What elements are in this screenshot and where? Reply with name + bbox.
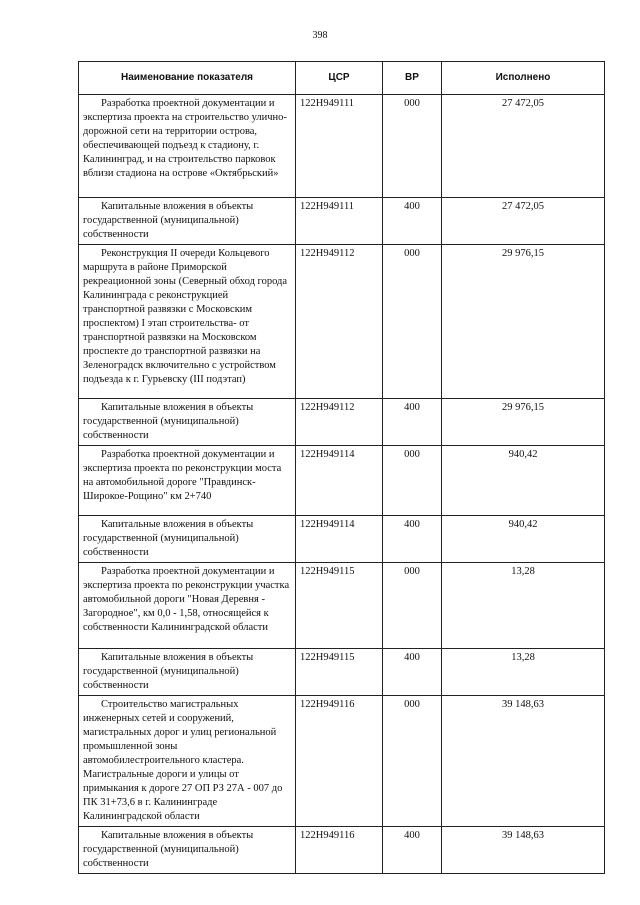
row-csr: 122H949112: [296, 245, 383, 399]
table-row: [79, 95, 605, 198]
row-name: Капитальные вложения в объекты государственной (муниципальной) собственности: [79, 198, 296, 245]
row-csr: 122H949116: [296, 827, 383, 874]
table-row: [79, 516, 605, 563]
row-name: Разработка проектной документации и экспертиза проекта по реконструкции участка автомобильной дороги "Новая Деревня - Загородное", км 0,0 - 1,58, относящейся к собственности Калининградской области: [79, 563, 296, 649]
header-executed: Исполнено: [442, 62, 605, 95]
header-vr: ВР: [383, 62, 442, 95]
row-name: Разработка проектной документации и экспертиза проекта по реконструкции моста на автомобильной дороге "Правдинск-Широкое-Рощино" км 2+740: [79, 446, 296, 516]
row-name: Разработка проектной документации и экспертиза проекта на строительство улично-дорожной сети на территории острова, обеспечивающей подъезд к стадиону, г. Калининград, и на строительство парковок вблизи стадиона на острове «Октябрьский»: [79, 95, 296, 198]
row-vr: 000: [383, 95, 442, 198]
row-amount: 29 976,15: [442, 245, 605, 399]
row-vr: 000: [383, 245, 442, 399]
row-csr: 122H949111: [296, 198, 383, 245]
row-csr: 122H949111: [296, 95, 383, 198]
row-csr: 122H949115: [296, 649, 383, 696]
table-row: [79, 649, 605, 696]
row-amount: 29 976,15: [442, 399, 605, 446]
table-row: [79, 198, 605, 245]
row-amount: 39 148,63: [442, 696, 605, 827]
row-vr: 400: [383, 516, 442, 563]
row-amount: 27 472,05: [442, 198, 605, 245]
row-name: Капитальные вложения в объекты государственной (муниципальной) собственности: [79, 827, 296, 874]
table-row: [79, 696, 605, 827]
row-amount: 13,28: [442, 563, 605, 649]
row-vr: 000: [383, 696, 442, 827]
row-name: Капитальные вложения в объекты государственной (муниципальной) собственности: [79, 399, 296, 446]
table-row: [79, 563, 605, 649]
row-vr: 400: [383, 399, 442, 446]
table-row: [79, 245, 605, 399]
row-name: Капитальные вложения в объекты государственной (муниципальной) собственности: [79, 649, 296, 696]
row-amount: 940,42: [442, 516, 605, 563]
header-indicator-name: Наименование показателя: [79, 62, 296, 95]
row-vr: 400: [383, 198, 442, 245]
row-name: Реконструкция II очереди Кольцевого маршрута в районе Приморской рекреационной зоны (Северный обход города Калининграда с реконструкцией транспортной развязки с Московским проспектом) I этап строительства- от транспортной развязки на Московском проспекте до транспортной развязки на Зеленоградск включительно с устройством подъезда к г. Гурьевску (III подэтап): [79, 245, 296, 399]
row-csr: 122H949116: [296, 696, 383, 827]
row-vr: 000: [383, 563, 442, 649]
row-name: Строительство магистральных инженерных сетей и сооружений, магистральных дорог и улиц региональной промышленной зоны автомобилестроительного кластера. Магистральные дороги и улицы от примыкания к дороге 27 ОП РЗ 27А - 007 до ПК 31+73,6 в г. Калининграде Калининградской области: [79, 696, 296, 827]
row-vr: 400: [383, 827, 442, 874]
header-csr: ЦСР: [296, 62, 383, 95]
row-csr: 122H949114: [296, 446, 383, 516]
row-vr: 000: [383, 446, 442, 516]
table-row: [79, 446, 605, 516]
row-csr: 122H949114: [296, 516, 383, 563]
row-csr: 122H949112: [296, 399, 383, 446]
table-header-row: [79, 62, 605, 95]
row-amount: 39 148,63: [442, 827, 605, 874]
row-amount: 27 472,05: [442, 95, 605, 198]
expenditure-table: [78, 61, 605, 874]
table-row: [79, 827, 605, 874]
table-row: [79, 399, 605, 446]
page-number: 398: [312, 30, 328, 41]
row-vr: 400: [383, 649, 442, 696]
row-amount: 940,42: [442, 446, 605, 516]
row-csr: 122H949115: [296, 563, 383, 649]
row-amount: 13,28: [442, 649, 605, 696]
row-name: Капитальные вложения в объекты государственной (муниципальной) собственности: [79, 516, 296, 563]
